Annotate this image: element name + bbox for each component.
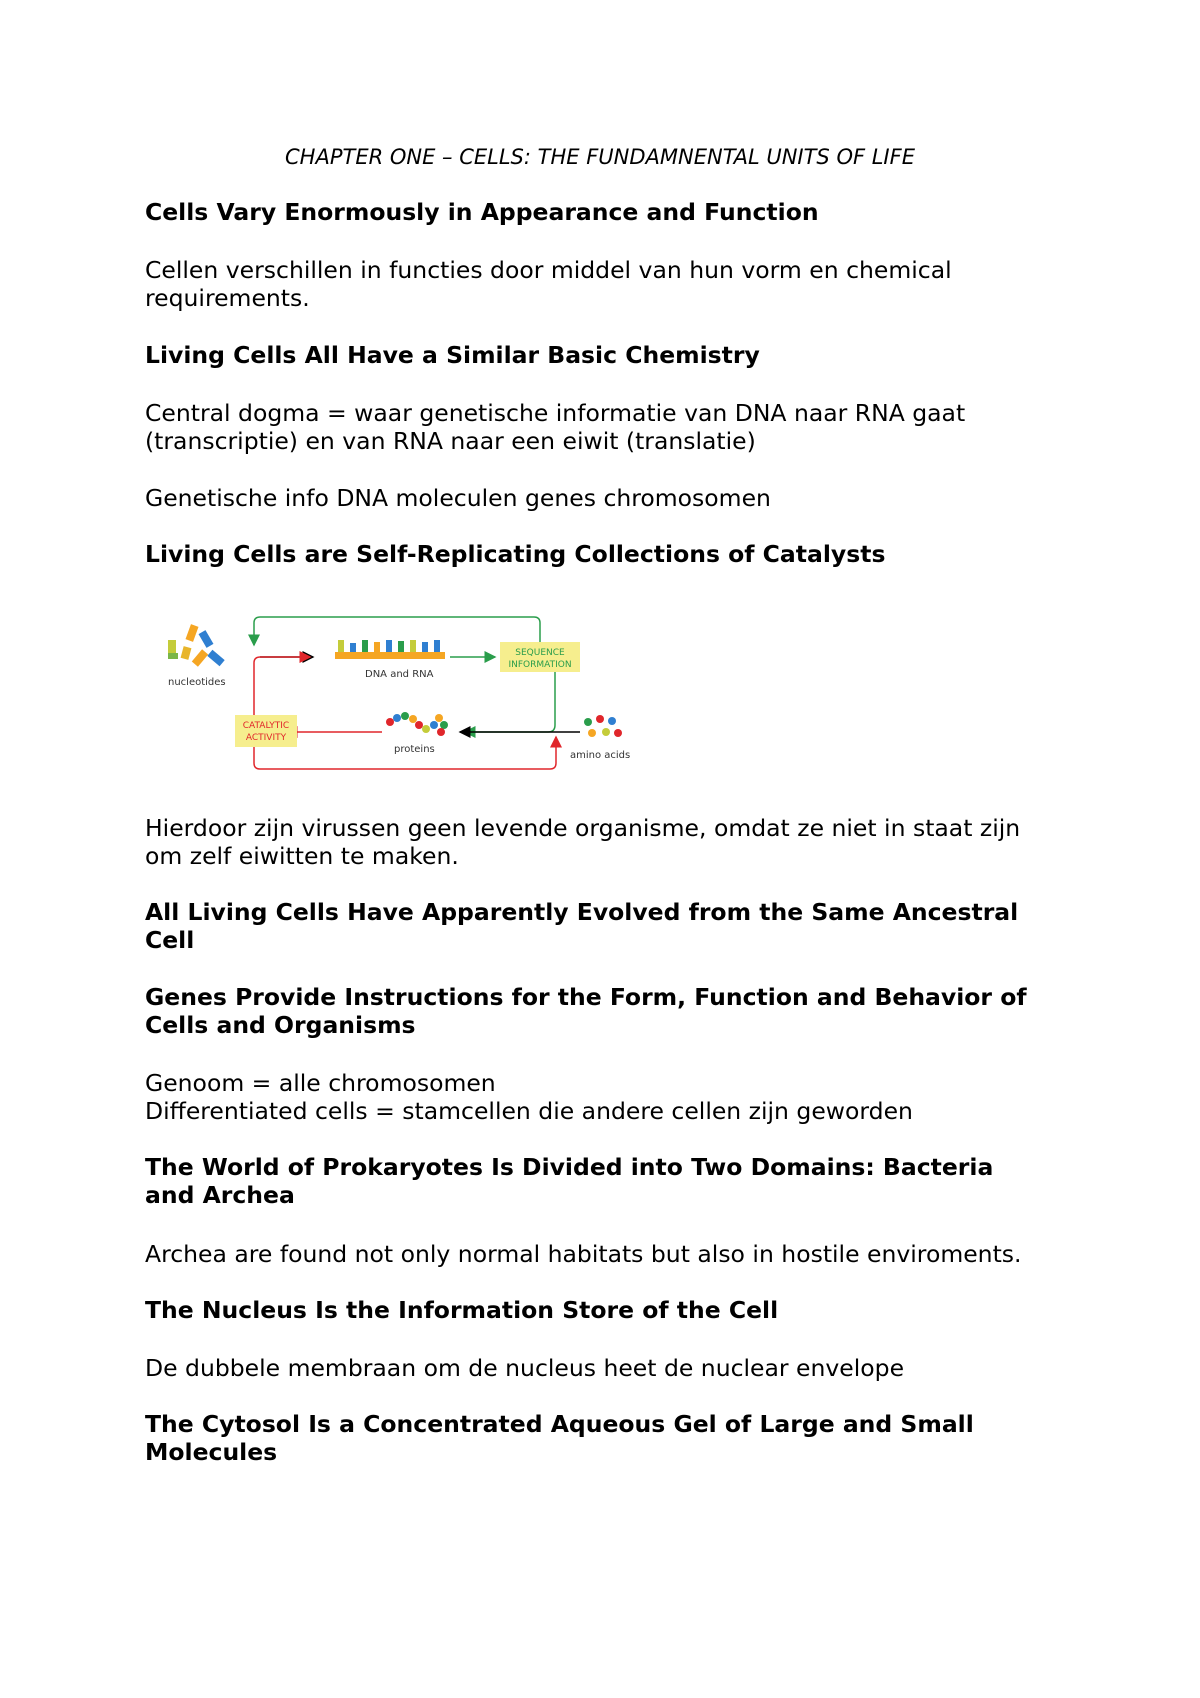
paragraph-cells-vary-line1: Cellen verschillen in functies door middel van hun vorm en chemical xyxy=(145,256,952,284)
paragraph-differentiated-cells: Differentiated cells = stamcellen die andere cellen zijn geworden xyxy=(145,1097,913,1125)
catalytic-activity-label-l1: CATALYTIC xyxy=(242,721,290,731)
paragraph-central-dogma-line1: Central dogma = waar genetische informatie van DNA naar RNA gaat xyxy=(145,399,966,427)
nucleotides-label: nucleotides xyxy=(168,677,226,688)
genetic-info-chain xyxy=(145,484,1075,512)
section-heading-genes-line2: Cells and Organisms xyxy=(145,1011,416,1039)
chapter-title: CHAPTER ONE – CELLS: THE FUNDAMNENTAL UNITS OF LIFE xyxy=(285,145,915,169)
section-heading-cytosol-line2: Molecules xyxy=(145,1438,278,1466)
dna-rna-label: DNA and RNA xyxy=(365,669,434,680)
section-heading-basic-chemistry: Living Cells All Have a Similar Basic Chemistry xyxy=(145,341,760,369)
amino-acids-label: amino acids xyxy=(570,750,631,761)
chain-item: genes xyxy=(524,484,596,512)
catalysis-cycle-diagram xyxy=(160,605,640,790)
proteins-icon xyxy=(386,712,448,736)
paragraph-archea: Archea are found not only normal habitats but also in hostile enviroments. xyxy=(145,1240,1022,1268)
nucleotides-icon xyxy=(168,624,225,667)
chain-item: Genetische info xyxy=(145,484,329,512)
paragraph-cells-vary-line2: requirements. xyxy=(145,284,310,312)
chain-item: DNA moleculen xyxy=(336,484,518,512)
section-heading-ancestral-cell-line1: All Living Cells Have Apparently Evolved from the Same Ancestral xyxy=(145,898,1019,926)
section-heading-cytosol-line1: The Cytosol Is a Concentrated Aqueous Gel of Large and Small xyxy=(145,1410,974,1438)
section-heading-prokaryotes-line1: The World of Prokaryotes Is Divided into Two Domains: Bacteria xyxy=(145,1153,994,1181)
amino-acids-icon xyxy=(584,715,622,737)
section-heading-genes-line1: Genes Provide Instructions for the Form, Function and Behavior of xyxy=(145,983,1027,1011)
section-heading-cells-vary: Cells Vary Enormously in Appearance and Function xyxy=(145,198,819,226)
section-heading-ancestral-cell-line2: Cell xyxy=(145,926,195,954)
paragraph-central-dogma-line2: (transcriptie) en van RNA naar een eiwit (translatie) xyxy=(145,427,756,455)
paragraph-viruses-line2: om zelf eiwitten te maken. xyxy=(145,842,459,870)
section-heading-nucleus: The Nucleus Is the Information Store of the Cell xyxy=(145,1296,779,1324)
section-heading-prokaryotes-line2: and Archea xyxy=(145,1181,295,1209)
section-heading-self-replicating: Living Cells are Self-Replicating Collections of Catalysts xyxy=(145,540,886,568)
chain-item: chromosomen xyxy=(603,484,771,512)
paragraph-genoom: Genoom = alle chromosomen xyxy=(145,1069,496,1097)
catalytic-activity-label-l2: ACTIVITY xyxy=(245,733,287,743)
sequence-information-label-l1: SEQUENCE xyxy=(515,648,565,658)
proteins-label: proteins xyxy=(394,744,435,755)
sequence-information-label-l2: INFORMATION xyxy=(508,660,572,670)
paragraph-nuclear-envelope: De dubbele membraan om de nucleus heet de nuclear envelope xyxy=(145,1354,905,1382)
paragraph-viruses-line1: Hierdoor zijn virussen geen levende organisme, omdat ze niet in staat zijn xyxy=(145,814,1021,842)
dna-rna-strand-icon xyxy=(335,640,445,659)
